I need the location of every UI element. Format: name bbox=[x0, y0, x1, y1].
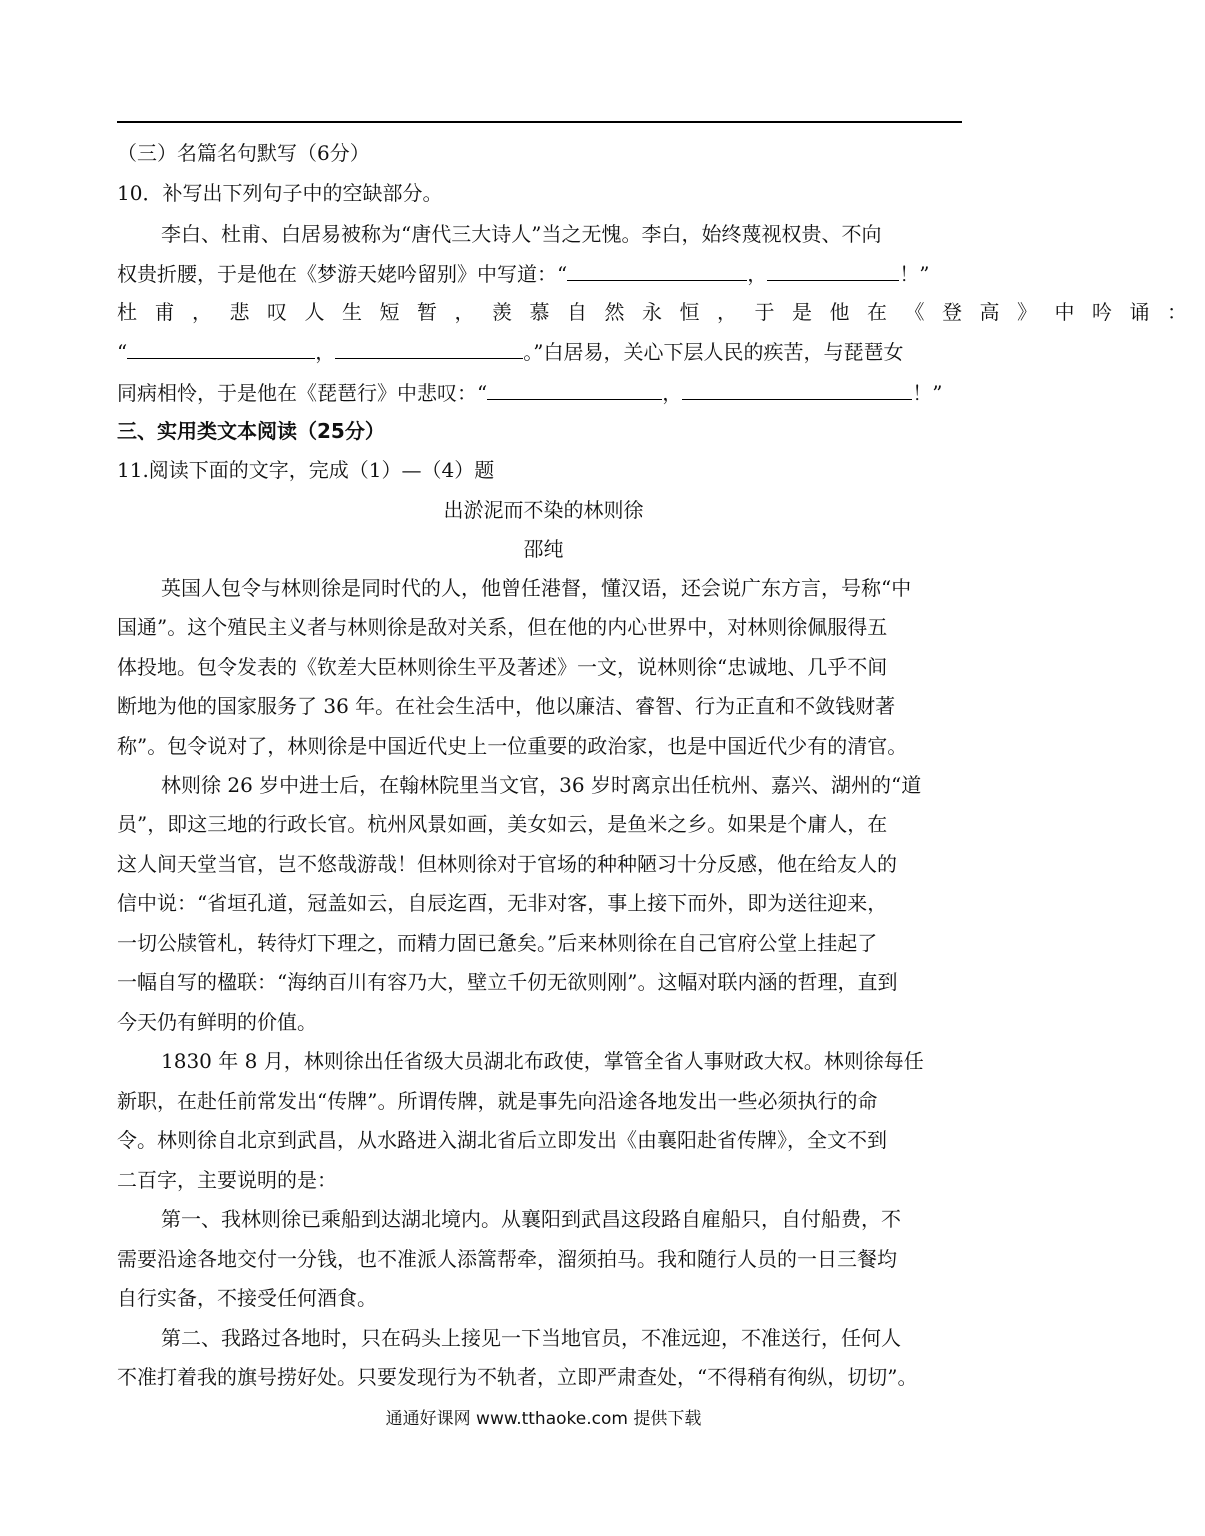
article-line: 需要沿途各地交付一分钱，也不准派人添篙帮牵，溜须拍马。我和随行人员的一日三餐均 bbox=[117, 1247, 897, 1271]
q10-line-4-text: 。”白居易，关心下层人民的疾苦，与琵琶女 bbox=[523, 340, 904, 364]
article-title: 出淤泥而不染的林则徐 bbox=[443, 498, 644, 522]
answer-blank-4[interactable] bbox=[335, 338, 523, 359]
comma-2: ， bbox=[315, 340, 336, 364]
article-line: 第二、我路过各地时，只在码头上接见一下当地官员，不准远迎，不准送行，任何人 bbox=[161, 1326, 901, 1350]
answer-blank-5[interactable] bbox=[487, 379, 662, 400]
open-quote-2: “ bbox=[117, 340, 128, 364]
article-line: 信中说：“省垣孔道，冠盖如云，自辰迄酉，无非对客，事上接下而外，即为送往迎来， bbox=[117, 891, 888, 915]
comma-3: ， bbox=[662, 381, 683, 405]
article-line: 1830 年 8 月，林则徐出任省级大员湖北布政使，掌管全省人事财政大权。林则徐每任 bbox=[161, 1049, 924, 1073]
close-quote-3: ！” bbox=[912, 381, 943, 405]
answer-blank-3[interactable] bbox=[127, 338, 315, 359]
article-line: 体投地。包令发表的《钦差大臣林则徐生平及著述》一文，说林则徐“忠诚地、几乎不间 bbox=[117, 655, 888, 679]
article-line: 称”。包令说对了，林则徐是中国近代史上一位重要的政治家，也是中国近代少有的清官。 bbox=[117, 734, 908, 758]
top-rule bbox=[117, 121, 962, 123]
q11-stem: 11.阅读下面的文字，完成（1）—（4）题 bbox=[117, 458, 495, 482]
q10-line-2 bbox=[117, 260, 929, 287]
q10-line-3 bbox=[117, 299, 1205, 325]
article-line: 自行实备，不接受任何酒食。 bbox=[117, 1286, 377, 1310]
article-line: 二百字，主要说明的是： bbox=[117, 1168, 337, 1192]
q10-line-4 bbox=[117, 338, 903, 365]
article-line: 断地为他的国家服务了 36 年。在社会生活中，他以廉洁、睿智、行为正直和不敛钱财著 bbox=[117, 694, 896, 718]
article-line: 这人间天堂当官，岂不悠哉游哉！但林则徐对于官场的种种陋习十分反感，他在给友人的 bbox=[117, 852, 897, 876]
footer-credit: 通通好课网 www.tthaoke.com 提供下载 bbox=[385, 1409, 702, 1429]
article-line: 新职，在赴任前常发出“传牌”。所谓传牌，就是事先向沿途各地发出一些必须执行的命 bbox=[117, 1089, 878, 1113]
article-line: 一切公牍管札，转待灯下理之，而精力固已惫矣。”后来林则徐在自己官府公堂上挂起了 bbox=[117, 931, 878, 955]
article-author: 邵纯 bbox=[523, 537, 564, 561]
article-line: 员”，即这三地的行政长官。杭州风景如画，美女如云，是鱼米之乡。如果是个庸人，在 bbox=[117, 812, 888, 836]
article-line: 第一、我林则徐已乘船到达湖北境内。从襄阳到武昌这段路自雇船只，自付船费，不 bbox=[161, 1207, 901, 1231]
answer-blank-2[interactable] bbox=[767, 260, 899, 281]
article-line: 国通”。这个殖民主义者与林则徐是敌对关系，但在他的内心世界中，对林则徐佩服得五 bbox=[117, 615, 888, 639]
article-line: 英国人包令与林则徐是同时代的人，他曾任港督，懂汉语，还会说广东方言，号称“中 bbox=[161, 576, 912, 600]
answer-blank-6[interactable] bbox=[682, 379, 912, 400]
article-line: 林则徐 26 岁中进士后，在翰林院里当文官，36 岁时离京出任杭州、嘉兴、湖州的“道 bbox=[161, 773, 922, 797]
article-line: 一幅自写的楹联：“海纳百川有容乃大，壁立千仞无欲则刚”。这幅对联内涵的哲理，直到 bbox=[117, 970, 898, 994]
article-line: 今天仍有鲜明的价值。 bbox=[117, 1010, 317, 1034]
comma-1: ， bbox=[747, 262, 768, 286]
q10-line-5-text: 同病相怜，于是他在《琵琶行》中悲叹：“ bbox=[117, 381, 488, 405]
q10-line-2-text: 权贵折腰，于是他在《梦游天姥吟留别》中写道：“ bbox=[117, 262, 568, 286]
answer-blank-1[interactable] bbox=[567, 260, 747, 281]
q10-stem: 10．补写出下列句子中的空缺部分。 bbox=[117, 181, 443, 205]
article-line: 不准打着我的旗号捞好处。只要发现行为不轨者，立即严肃查处，“不得稍有徇纵，切切”。 bbox=[117, 1365, 918, 1389]
part-3-title: 三、实用类文本阅读（25分） bbox=[117, 419, 385, 443]
q10-line-3-text: 杜甫，悲叹人生短暂，羡慕自然永恒，于是他在《登高》中吟诵： bbox=[117, 300, 1205, 324]
article-line: 令。林则徐自北京到武昌，从水路进入湖北省后立即发出《由襄阳赴省传牌》，全文不到 bbox=[117, 1128, 887, 1152]
q10-line-1: 李白、杜甫、白居易被称为“唐代三大诗人”当之无愧。李白，始终蔑视权贵、不向 bbox=[161, 222, 882, 246]
section-3-title: （三）名篇名句默写（6分） bbox=[117, 141, 370, 165]
close-quote-1: ！” bbox=[899, 262, 930, 286]
q10-line-5 bbox=[117, 379, 942, 406]
